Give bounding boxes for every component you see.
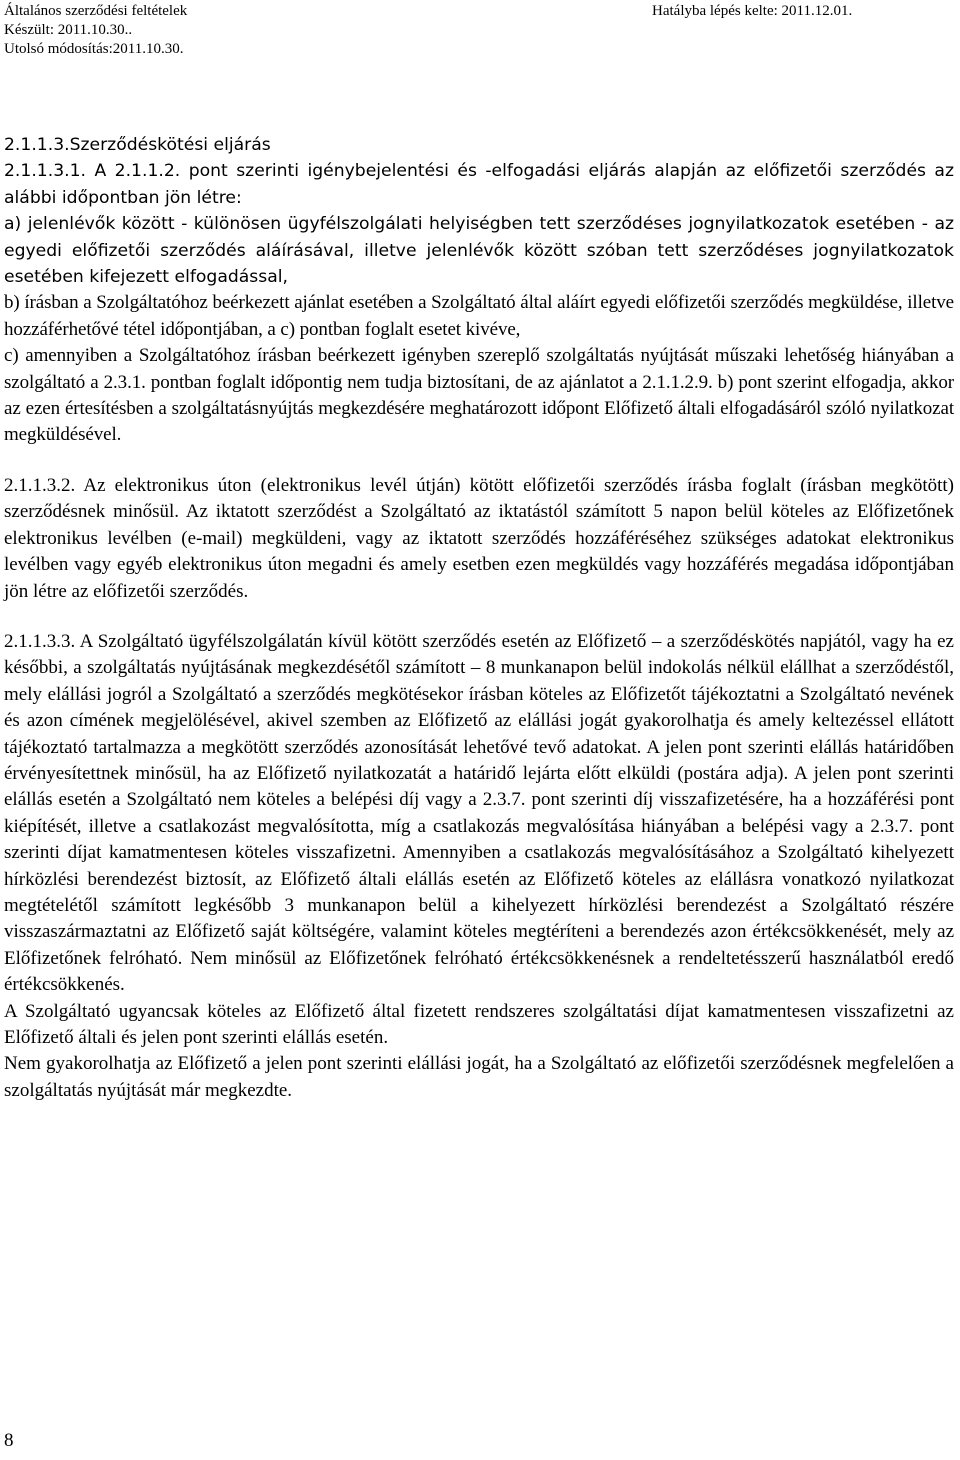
- effective-date: Hatályba lépés kelte: 2011.12.01.: [652, 3, 853, 19]
- paragraph-refund: A Szolgáltató ugyancsak köteles az Előfizető által fizetett rendszeres szolgáltatási díjat kamatmentesen visszafizetni az Előfizető általi és jelen pont szerinti elállás esetén.: [4, 1000, 954, 1048]
- paragraph-electronic-contract: 2.1.1.3.2. Az elektronikus úton (elektronikus levél útján) kötött előfizetői szerződés írásba foglalt (írásban megkötött) szerződésnek minősül. Az iktatott szerződést a Szolgáltató az iktatástól számított 5 napon belül köteles az Előfizetőnek elektronikus levélben (e-mail) megküldeni, vagy az iktatott szerződés hozzáféréséhez szükséges adatokat elektronikus levélben vagy egyéb elektronikus úton megadni és amely esetben ezen megküldés vagy hozzáférés megadása időpontjában jön létre az előfizetői szerződés.: [4, 474, 954, 602]
- paragraph-item-b: b) írásban a Szolgáltatóhoz beérkezett ajánlat esetében a Szolgáltató által aláírt egyedi előfizetői szerződés megküldése, illetve hozzáférhetővé tétel időpontjában, a c) pontban foglalt esetet kivéve,: [4, 292, 954, 340]
- paragraph-exception: Nem gyakorolhatja az Előfizető a jelen pont szerinti elállási jogát, ha a Szolgáltató az előfizetői szerződésnek megfelelően a szolgáltatás nyújtását már megkezdte.: [4, 1053, 954, 1101]
- section-heading: 2.1.1.3.Szerződéskötési eljárás: [4, 135, 271, 155]
- paragraph-intro: 2.1.1.3.1. A 2.1.1.2. pont szerinti igénybejelentési és -elfogadási eljárás alapján az előfizetői szerződés az alábbi időpontban jön létre:: [4, 161, 954, 208]
- modified-date: Utolsó módosítás:2011.10.30.: [4, 41, 184, 57]
- page-number: 8: [4, 1430, 14, 1451]
- created-date: Készült: 2011.10.30..: [4, 22, 133, 38]
- document-body: [4, 132, 954, 1104]
- document-title: Általános szerződési feltételek: [4, 3, 188, 19]
- page-header-right: [652, 2, 852, 21]
- page-header-left: [4, 2, 187, 59]
- paragraph-item-c: c) amennyiben a Szolgáltatóhoz írásban beérkezett igényben szereplő szolgáltatás nyújtását műszaki lehetőség hiányában a szolgáltató a 2.3.1. pontban foglalt időpontig nem tudja biztosítani, de az ajánlatot a 2.1.1.2.9. b) pont szerint elfogadja, akkor az ezen értesítésben a szolgáltatásnyújtás megkezdésére meghatározott időpont Előfizető általi elfogadásáról szóló nyilatkozat megküldésével.: [4, 345, 954, 446]
- paragraph-item-a: a) jelenlévők között - különösen ügyfélszolgálati helyiségben tett szerződéses jognyilatkozatok esetében - az egyedi előfizetői szerződés aláírásával, illetve jelenlévők között szóban tett szerződéses jognyilatkozatok esetében kifejezett elfogadással,: [4, 214, 954, 288]
- paragraph-withdrawal: 2.1.1.3.3. A Szolgáltató ügyfélszolgálatán kívül kötött szerződés esetén az Előfizető – a szerződéskötés napjától, vagy ha ez későbbi, a szolgáltatás nyújtásának megkezdésétől számított – 8 munkanapon belül indokolás nélkül elállhat a szerződéstől, mely elállási jogról a Szolgáltató a szerződés megkötésekor írásban köteles az Előfizetőt tájékoztatni a Szolgáltató nevének és azon címének megjelölésével, akivel szemben az Előfizető az elállási jogát gyakorolhatja és amely keltezéssel ellátott tájékoztató tartalmazza a megkötött szerződés azonosítását lehetővé tevő adatokat. A jelen pont szerinti elállás határidőben érvényesítettnek minősül, ha az Előfizető nyilatkozatát a határidő lejárta előtt elküldi (postára adja). A jelen pont szerinti elállás esetén a Szolgáltató nem köteles a belépési díj vagy a 2.3.7. pont szerinti díj visszafizetésére, ha a hozzáférési pont kiépítését, illetve a csatlakozást megvalósította, míg a csatlakozás megvalósítása hiányában a belépési vagy a 2.3.7. pont szerinti díjat kamatmentesen köteles visszafizetni. Amennyiben a csatlakozás megvalósításához a Szolgáltató kihelyezett hírközlési berendezést biztosít, az Előfizető általi elállás esetén az Előfizető köteles az elállásra vonatkozó nyilatkozat megtételétől számított legkésőbb 3 munkanapon belül a kihelyezett hírközlési berendezést a Szolgáltató részére visszaszármaztatni az Előfizető saját költségére, valamint köteles megtéríteni a berendezés azon értékcsökkenését, mely az Előfizetőnek felróható. Nem minősül az Előfizetőnek felróható értékcsökkenésnek a rendeltetésszerű használatból eredő értékcsökkenés.: [4, 630, 954, 996]
